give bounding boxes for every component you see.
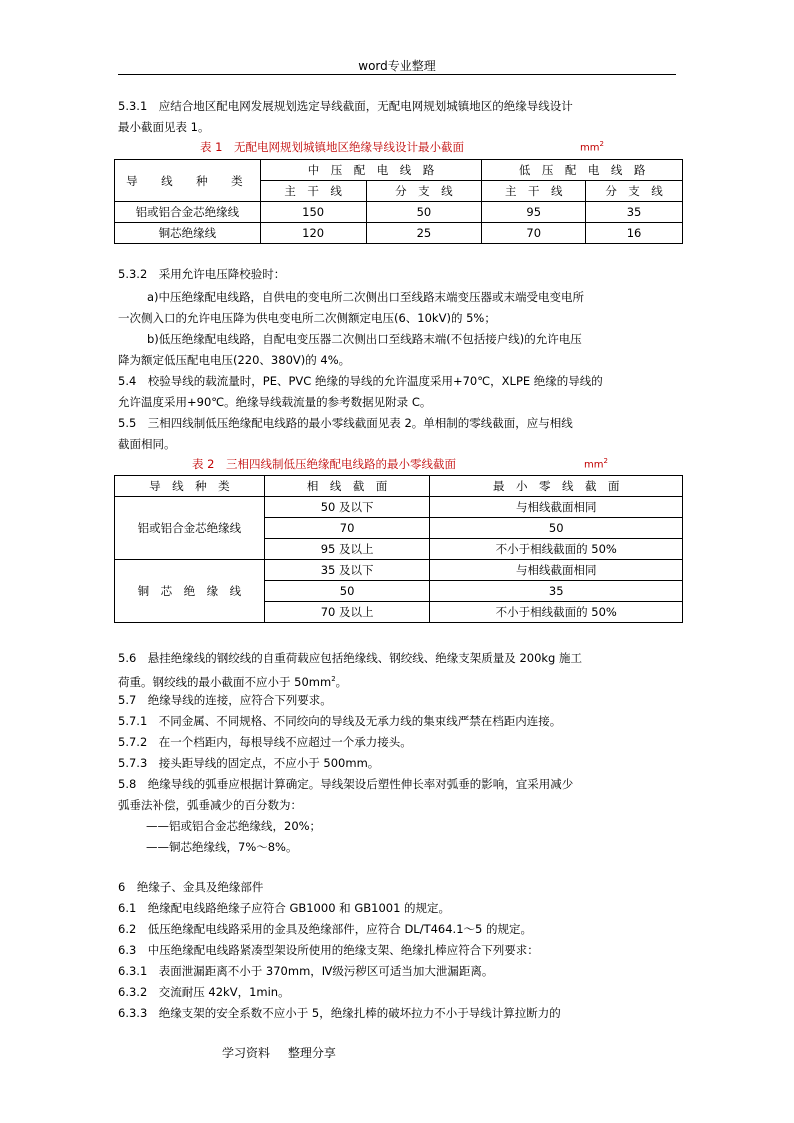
table2-cell: 50 及以下: [264, 497, 430, 518]
table1-cell: 70: [482, 223, 586, 244]
table1: [114, 159, 683, 244]
table1-sub-header: 分 支 线: [366, 181, 482, 202]
table2-group-name: 铜 芯 绝 缘 线: [115, 560, 265, 623]
clause-6-2: 6.2 低压绝缘配电线路采用的金具及绝缘部件，应符合 DL/T464.1～5 的规定。: [118, 922, 532, 936]
table2-header-type: 导 线 种 类: [115, 476, 265, 497]
clause-5-3-2-a-line1: a)中压绝缘配电线路，自供电的变电所二次侧出口至线路末端变压器或末端受电变电所: [147, 290, 585, 304]
table2-cell: 50: [430, 518, 683, 539]
clause-5-7-2: 5.7.2 在一个档距内，每根导线不应超过一个承力接头。: [118, 735, 412, 749]
clause-6-1: 6.1 绝缘配电线路绝缘子应符合 GB1000 和 GB1001 的规定。: [118, 901, 451, 915]
header-rule: [118, 74, 676, 75]
table1-sub-header: 主 干 线: [482, 181, 586, 202]
table2-unit: $mm^2$: [584, 457, 608, 471]
table2-cell: 不小于相线截面的 50%: [430, 602, 683, 623]
page-footer: [222, 1044, 350, 1061]
table2-cell: 与相线截面相同: [430, 560, 683, 581]
table1-sub-header: 分 支 线: [586, 181, 683, 202]
table2-cell: 35: [430, 581, 683, 602]
table-row: [115, 223, 683, 244]
clause-5-8-line2: 弧垂法补偿，弧垂减少的百分数为：: [118, 798, 302, 812]
clause-5-6-line2: 荷重。钢绞线的最小截面不应小于 $50mm^2$。: [118, 674, 348, 689]
clause-5-3-2-b-line1: b)低压绝缘配电线路，自配电变压器二次侧出口至线路末端(不包括接户线)的允许电压: [147, 332, 582, 346]
table1-row-name: 铜芯绝缘线: [115, 223, 261, 244]
table2-cell: 70 及以上: [264, 602, 430, 623]
table1-cell: 50: [366, 202, 482, 223]
clause-6-3-1: 6.3.1 表面泄漏距离不小于 370mm，Ⅳ级污秽区可适当加大泄漏距离。: [118, 964, 494, 978]
clause-5-8-item2: ——铜芯绝缘线，7%～8%。: [146, 840, 298, 854]
table2: [114, 475, 683, 623]
clause-5-3-2-b-line2: 降为额定低压配电电压(220、380V)的 4%。: [118, 353, 351, 367]
clause-6-3-3: 6.3.3 绝缘支架的安全系数不应小于 5，绝缘扎棒的破坏拉力不小于导线计算拉断力的: [118, 1006, 561, 1020]
clause-5-3-2-a-line2: 一次侧入口的允许电压降为供电变电所二次侧额定电压(6、10kV)的 5%；: [118, 311, 496, 325]
table1-row-name: 铝或铝合金芯绝缘线: [115, 202, 261, 223]
clause-5-7-3: 5.7.3 接头距导线的固定点，不应小于 500mm。: [118, 756, 380, 770]
clause-5-3-2-title: 5.3.2 采用允许电压降校验时：: [118, 267, 286, 281]
clause-5-4-line1: 5.4 校验导线的载流量时，PE、PVC 绝缘的导线的允许温度采用+70℃，XLPE 绝缘的导线的: [118, 374, 603, 388]
table1-cell: 120: [260, 223, 366, 244]
table2-header-phase: 相 线 截 面: [264, 476, 430, 497]
table-row: [115, 202, 683, 223]
table1-cell: 150: [260, 202, 366, 223]
section-6-heading: 6 绝缘子、金具及绝缘部件: [118, 880, 264, 894]
page-header: word专业整理: [358, 59, 436, 73]
clause-5-7-1: 5.7.1 不同金属、不同规格、不同绞向的导线及无承力线的集束线严禁在档距内连接。: [118, 714, 562, 728]
clause-5-4-line2: 允许温度采用+90℃。绝缘导线载流量的参考数据见附录 C。: [118, 395, 432, 409]
table1-cell: 95: [482, 202, 586, 223]
clause-5-5-line1: 5.5 三相四线制低压绝缘配电线路的最小零线截面见表 2。单相制的零线截面，应与相线: [118, 416, 573, 430]
table1-header-lv: 低 压 配 电 线 路: [482, 160, 683, 181]
footer-right: 整理分享: [287, 1046, 336, 1060]
clause-6-3-2: 6.3.2 交流耐压 42kV，1min。: [118, 985, 290, 999]
table-row: [115, 560, 683, 581]
table1-sub-header: 主 干 线: [260, 181, 366, 202]
table2-cell: 50: [264, 581, 430, 602]
table2-caption: 表 2 三相四线制低压绝缘配电线路的最小零线截面: [192, 457, 456, 471]
table2-cell: 与相线截面相同: [430, 497, 683, 518]
table2-cell: 35 及以下: [264, 560, 430, 581]
table1-cell: 25: [366, 223, 482, 244]
clause-5-3-1-line2: 最小截面见表 1。: [118, 120, 210, 134]
clause-5-8-item1: ——铝或铝合金芯绝缘线，20%；: [146, 819, 322, 833]
clause-6-3: 6.3 中压绝缘配电线路紧凑型架设所使用的绝缘支架、绝缘扎棒应符合下列要求：: [118, 943, 539, 957]
clause-5-6-line1: 5.6 悬挂绝缘线的钢绞线的自重荷载应包括绝缘线、钢绞线、绝缘支架质量及 200kg 施工: [118, 651, 583, 665]
table1-caption: 表 1 无配电网规划城镇地区绝缘导线设计最小截面: [200, 140, 464, 154]
table1-cell: 35: [586, 202, 683, 223]
table1-header-mv: 中 压 配 电 线 路: [260, 160, 482, 181]
table1-cell: 16: [586, 223, 683, 244]
table2-group-name: 铝或铝合金芯绝缘线: [115, 497, 265, 560]
table2-cell: 70: [264, 518, 430, 539]
table2-header-neutral: 最 小 零 线 截 面: [430, 476, 683, 497]
table2-cell: 95 及以上: [264, 539, 430, 560]
clause-5-8-line1: 5.8 绝缘导线的弧垂应根据计算确定。导线架设后塑性伸长率对弧垂的影响，宜采用减少: [118, 777, 574, 791]
footer-left: 学习资料: [222, 1046, 271, 1060]
clause-5-7: 5.7 绝缘导线的连接，应符合下列要求。: [118, 693, 332, 707]
table-row: [115, 497, 683, 518]
table1-header-type: 导 线 种 类: [115, 160, 261, 202]
clause-5-5-line2: 截面相同。: [118, 437, 176, 451]
table2-cell: 不小于相线截面的 50%: [430, 539, 683, 560]
table1-unit: $mm^2$: [580, 140, 604, 154]
clause-5-3-1-line1: 5.3.1 应结合地区配电网发展规划选定导线截面，无配电网规划城镇地区的绝缘导线设计: [118, 99, 573, 113]
